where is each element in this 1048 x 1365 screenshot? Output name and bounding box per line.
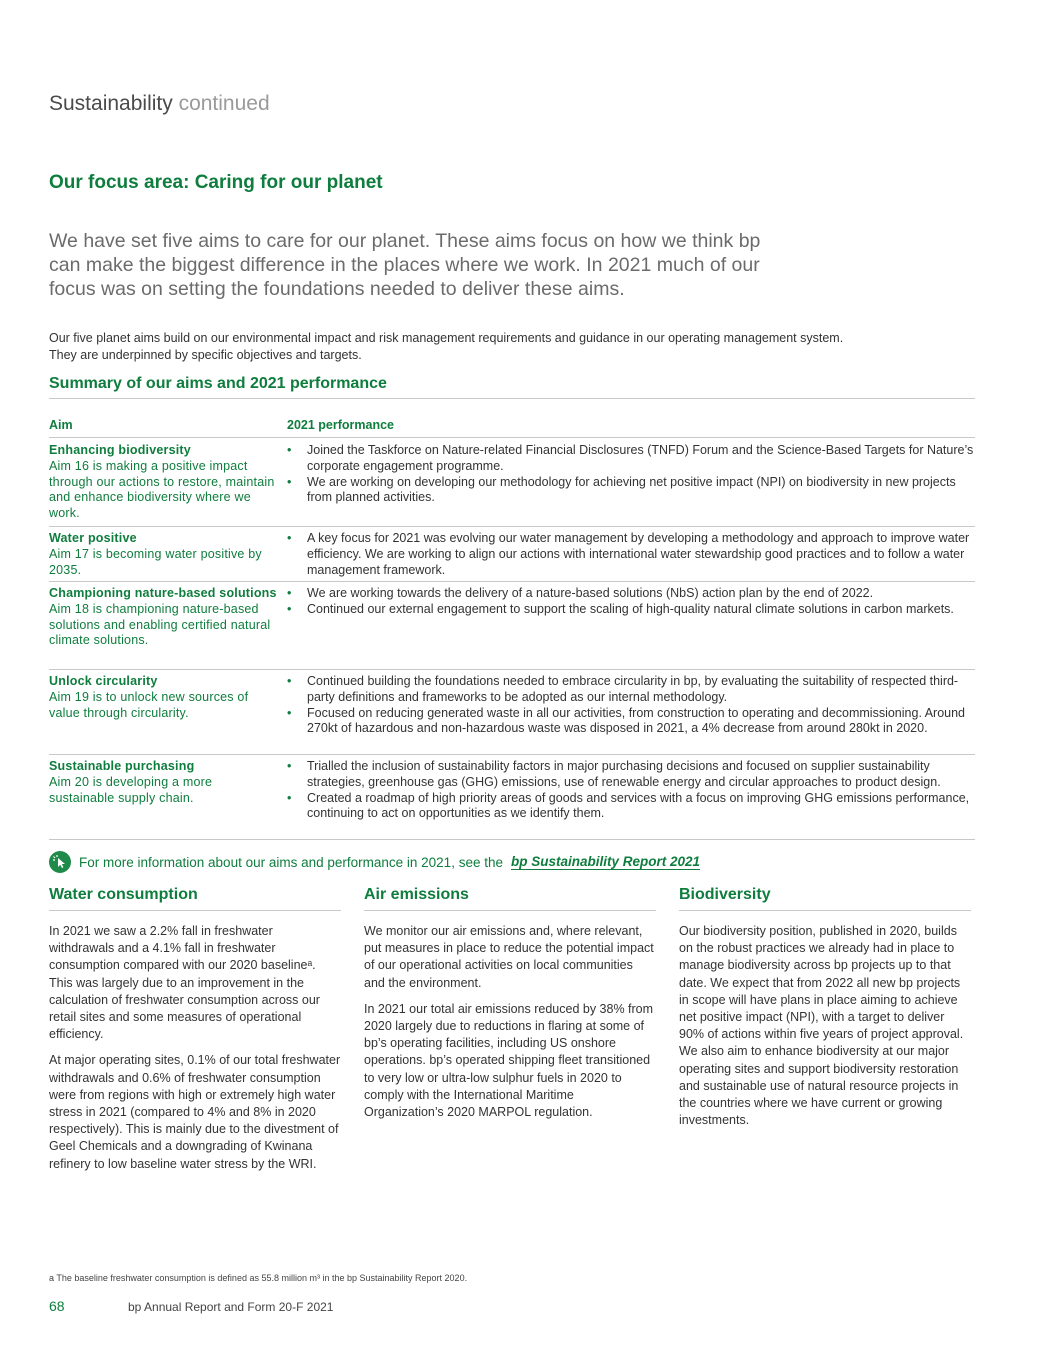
aim-name: Unlock circularity [49, 674, 158, 688]
divider [679, 910, 971, 911]
water-consumption-section [49, 886, 341, 1182]
divider [49, 526, 975, 527]
sustainability-report-link[interactable]: bp Sustainability Report 2021 [510, 854, 701, 869]
intro-paragraph [49, 330, 949, 364]
section-title: Air emissions [364, 886, 469, 903]
page-title: Our focus area: Caring for our planet [49, 172, 383, 193]
aim-name: Water positive [49, 531, 137, 545]
aim-cell [49, 443, 281, 522]
summary-title: Summary of our aims and 2021 performance [49, 375, 387, 392]
table-header [49, 418, 975, 432]
list-item: • A key focus for 2021 was evolving our water management by developing a methodology and approach to improve water efficiency. We are working to align our actions with international water stewardship good practices and to follow a water management framework. [287, 531, 970, 577]
list-item: • Continued our external engagement to support the scaling of high-quality natural climate solutions in carbon markets. [287, 601, 954, 616]
paragraph: Our biodiversity position, published in 2020, builds on the robust practices we already had in place to manage biodiversity across bp projects up to that date. We expect that from 2022 all new bp projects in scope will have plans in place aiming to achieve net positive impact (NPI), with a target to deliver 90% of actions within five years of project approval. We also aim to enhance biodiversity at our major operating sites and support biodiversity restoration and sustainable use of natural resource projects in the countries where we have current or growing investments. [679, 924, 964, 1128]
performance-list [287, 674, 975, 737]
aim-description: Aim 16 is making a positive impact through our actions to restore, maintain and enhance biodiversity where we work. [49, 458, 275, 521]
aim-cell [49, 586, 281, 649]
cursor-click-icon[interactable] [49, 851, 71, 873]
section-header [49, 92, 270, 116]
bullet-icon: • [287, 601, 292, 616]
list-item: • Joined the Taskforce on Nature-related Financial Disclosures (TNFD) Forum and the Science-Based Targets for Nature’s corporate engagement programme. [287, 443, 974, 473]
list-item: • We are working on developing our methodology for achieving net positive impact (NPI) on biodiversity in new projects from planned activities. [287, 474, 956, 505]
paragraph: In 2021 our total air emissions reduced by 38% from 2020 largely due to reductions in flaring at some of bp’s operating facilities, including US onshore operations. bp’s operated shipping fleet transitioned to very low or ultra-low sulphur fuels in 2020 to comply with the International Maritime Organization’s 2020 MARPOL regulation. [364, 1001, 654, 1120]
column-header-performance: 2021 performance [287, 418, 395, 432]
biodiversity-section [679, 886, 971, 1138]
bullet-icon: • [287, 586, 292, 600]
air-emissions-section [364, 886, 656, 1130]
paragraph: At major operating sites, 0.1% of our total freshwater withdrawals and 0.6% of freshwater consumption were from regions with high or extremely high water stress in 2021 (compared to 4% and 8% in 2020 respectively). This is mainly due to the divestment of Geel Chemicals and a downgrading of Kwinana refinery to low baseline water stress by the WRI. [49, 1053, 341, 1171]
divider [49, 839, 975, 840]
list-item: • Focused on reducing generated waste in all our activities, from construction to operating and decommissioning. Around 270kt of hazardous and non-hazardous waste was disposed in 2021, a 4% decrease from around 280kt in 2020. [287, 705, 966, 736]
divider [49, 437, 975, 438]
aim-cell [49, 531, 281, 578]
intro-line: Our five planet aims build on our environmental impact and risk management requirements and guidance in our operating management system. [49, 331, 844, 345]
page-number: 68 [49, 1298, 65, 1314]
divider [364, 910, 656, 911]
performance-list [287, 443, 975, 506]
list-item: • Continued building the foundations needed to embrace circularity in bp, by evaluating the suitability of respected third-party definitions and frameworks to be adopted as our internal methodology. [287, 674, 959, 704]
paragraph: In 2021 we saw a 2.2% fall in freshwater withdrawals and a 4.1% fall in freshwater consumption compared with our 2020 baselineᵃ. This was largely due to an improvement in the calculation of freshwater consumption across our retail sites and some measures of operational efficiency. [49, 924, 320, 1042]
footnote: a The baseline freshwater consumption is defined as 55.8 million m³ in the bp Sustainability Report 2020. [49, 1273, 468, 1283]
section-continued: continued [178, 92, 270, 115]
aim-description: Aim 19 is to unlock new sources of value through circularity. [49, 689, 249, 720]
publication-title: bp Annual Report and Form 20-F 2021 [128, 1300, 334, 1314]
aim-description: Aim 18 is championing nature-based solutions and enabling certified natural climate solutions. [49, 601, 271, 648]
more-info-text: For more information about our aims and performance in 2021, see the [79, 854, 503, 870]
bullet-icon: • [287, 474, 292, 489]
performance-list [287, 759, 975, 822]
section-title: Biodiversity [679, 886, 771, 903]
divider [49, 581, 975, 582]
bullet-icon: • [287, 443, 292, 457]
performance-list [287, 586, 975, 618]
aim-cell [49, 759, 281, 806]
lead-paragraph: We have set five aims to care for our planet. These aims focus on how we think bp can make the biggest difference in the places where we work. In 2021 much of our focus was on setting the foundations needed to deliver these aims. [49, 230, 761, 300]
aim-name: Sustainable purchasing [49, 759, 195, 773]
bullet-icon: • [287, 531, 292, 545]
list-item: • Created a roadmap of high priority areas of goods and services with a focus on improving GHG emissions performance, continuing to act on opportunities as we identify them. [287, 790, 970, 821]
column-header-aim: Aim [49, 418, 73, 432]
divider [49, 669, 975, 670]
list-item: • Trialled the inclusion of sustainability factors in major purchasing decisions and focused on supplier sustainability strategies, greenhouse gas (GHG) emissions, use of renewable energy and circular approaches to product design. [287, 759, 941, 789]
more-info [49, 851, 700, 873]
intro-line: They are underpinned by specific objectives and targets. [49, 348, 362, 362]
divider [49, 910, 341, 911]
list-item: • We are working towards the delivery of a nature-based solutions (NbS) action plan by the end of 2022. [287, 586, 874, 600]
bullet-icon: • [287, 790, 292, 805]
bullet-icon: • [287, 674, 292, 688]
aim-description: Aim 17 is becoming water positive by 2035. [49, 546, 262, 577]
section-name: Sustainability [49, 92, 173, 115]
aim-cell [49, 674, 281, 721]
paragraph: We monitor our air emissions and, where relevant, put measures in place to reduce the potential impact of our operational activities on local communities and the environment. [364, 924, 654, 990]
aim-description: Aim 20 is developing a more sustainable supply chain. [49, 774, 213, 805]
performance-list [287, 531, 975, 578]
divider [49, 398, 975, 399]
bullet-icon: • [287, 705, 292, 720]
divider [49, 754, 975, 755]
bullet-icon: • [287, 759, 292, 773]
aim-name: Championing nature-based solutions [49, 586, 277, 600]
section-title: Water consumption [49, 886, 198, 903]
aim-name: Enhancing biodiversity [49, 443, 191, 457]
